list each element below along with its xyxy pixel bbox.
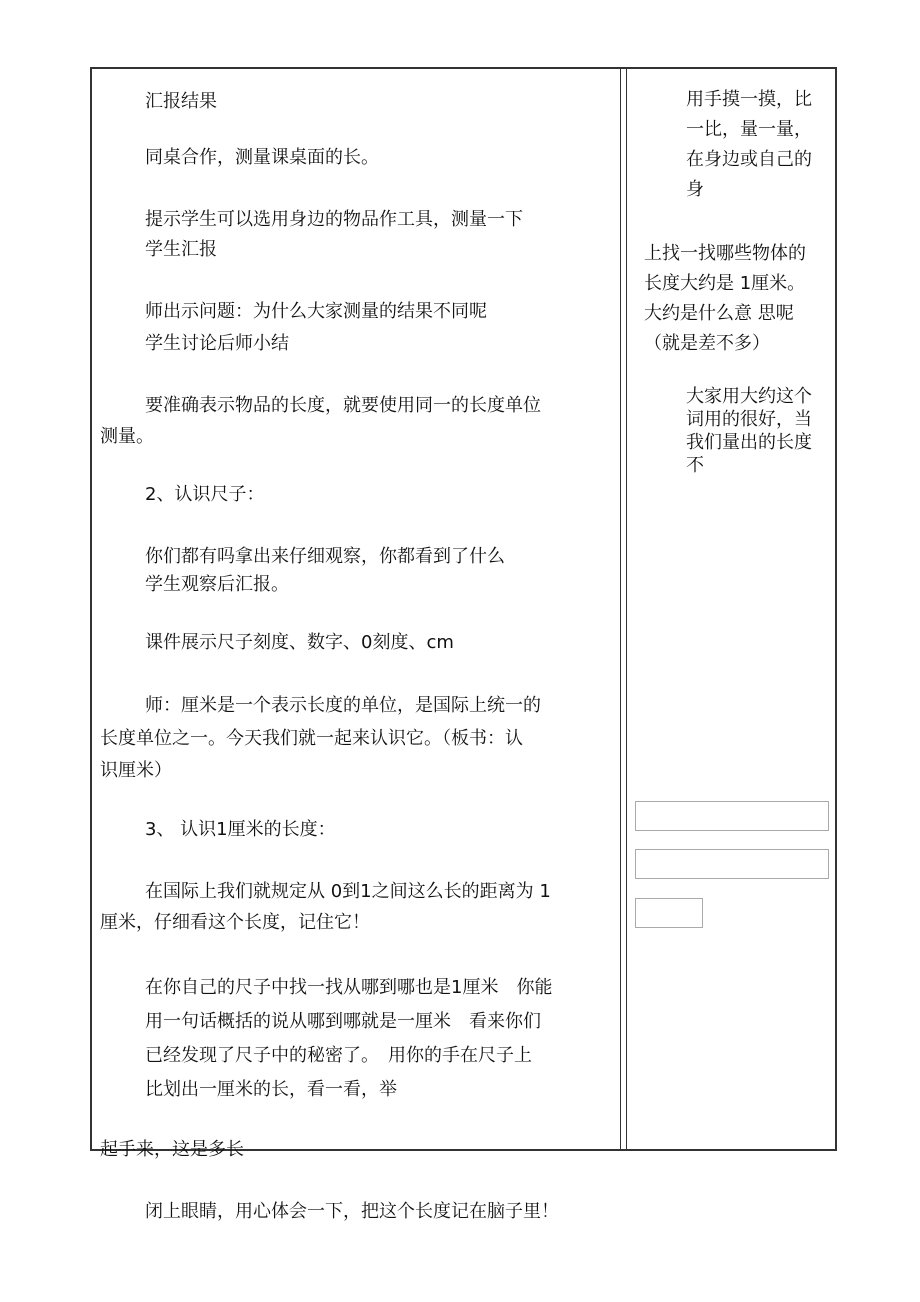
text-teacher-question: 师出示问题：为什么大家测量的结果不同呢 — [145, 301, 487, 322]
heading-one-centimeter: 3、 认识1厘米的长度： — [145, 819, 336, 840]
heading-know-ruler: 2、认识尺子： — [145, 484, 265, 505]
text-find-centimeter-4: 比划出一厘米的长，看一看，举 — [145, 1079, 397, 1100]
text-find-centimeter-1: 在你自己的尺子中找一找从哪到哪也是1厘米 你能 — [145, 977, 553, 998]
text-touch-compare-2: 一比，量一量， — [686, 119, 812, 140]
table-border-top — [90, 67, 837, 69]
text-hint-tools: 提示学生可以选用身边的物品作工具，测量一下 — [145, 209, 523, 230]
text-find-objects-4: （就是差不多） — [644, 333, 770, 354]
text-students-observe: 学生观察后汇报。 — [145, 574, 289, 595]
empty-box-2 — [635, 849, 829, 879]
text-praise-1: 大家用大约这个 — [686, 386, 812, 407]
text-praise-3: 我们量出的长度 — [686, 432, 812, 453]
text-find-centimeter-2: 用一句话概括的说从哪到哪就是一厘米 看来你们 — [145, 1011, 541, 1032]
text-praise-4: 不 — [686, 455, 704, 476]
table-border-left — [90, 67, 92, 1151]
text-centimeter-unit-3: 识厘米） — [100, 760, 172, 781]
text-touch-compare-3: 在身边或自己的 — [686, 149, 812, 170]
text-accurate-length-1: 要准确表示物品的长度，就要使用同一的长度单位 — [145, 395, 541, 416]
text-report-results: 汇报结果 — [145, 91, 217, 112]
empty-box-1 — [635, 801, 829, 831]
text-discussion-summary: 学生讨论后师小结 — [145, 333, 289, 354]
text-close-eyes: 闭上眼睛，用心体会一下，把这个长度记在脑子里！ — [145, 1201, 559, 1222]
text-international-rule-2: 厘米，仔细看这个长度，记住它！ — [100, 912, 370, 933]
text-courseware-show: 课件展示尺子刻度、数字、0刻度、cm — [145, 632, 454, 653]
text-find-objects-2: 长度大约是 1厘米。 — [644, 273, 806, 294]
text-student-report: 学生汇报 — [145, 239, 217, 260]
text-touch-compare-1: 用手摸一摸，比 — [686, 89, 812, 110]
text-find-objects-3: 大约是什么意 思呢 — [644, 303, 794, 324]
text-raise-hand: 起手来，这是多长 — [100, 1139, 244, 1160]
text-find-centimeter-3: 已经发现了尺子中的秘密了。 用你的手在尺子上 — [145, 1045, 532, 1066]
column-divider-a — [620, 67, 621, 1151]
text-touch-compare-4: 身 — [686, 179, 704, 200]
text-praise-2: 词用的很好，当 — [686, 409, 812, 430]
text-desk-measure: 同桌合作，测量课桌面的长。 — [145, 147, 379, 168]
text-centimeter-unit-2: 长度单位之一。今天我们就一起来认识它。（板书：认 — [100, 728, 523, 749]
text-observe-ruler: 你们都有吗拿出来仔细观察，你都看到了什么 — [145, 546, 505, 567]
text-international-rule-1: 在国际上我们就规定从 0到1之间这么长的距离为 1 — [145, 881, 551, 902]
empty-box-3 — [635, 898, 703, 928]
column-divider-b — [626, 67, 627, 1151]
text-find-objects-1: 上找一找哪些物体的 — [644, 243, 806, 264]
text-centimeter-unit-1: 师：厘米是一个表示长度的单位，是国际上统一的 — [145, 695, 541, 716]
text-accurate-length-2: 测量。 — [100, 426, 154, 447]
table-border-right — [835, 67, 837, 1151]
